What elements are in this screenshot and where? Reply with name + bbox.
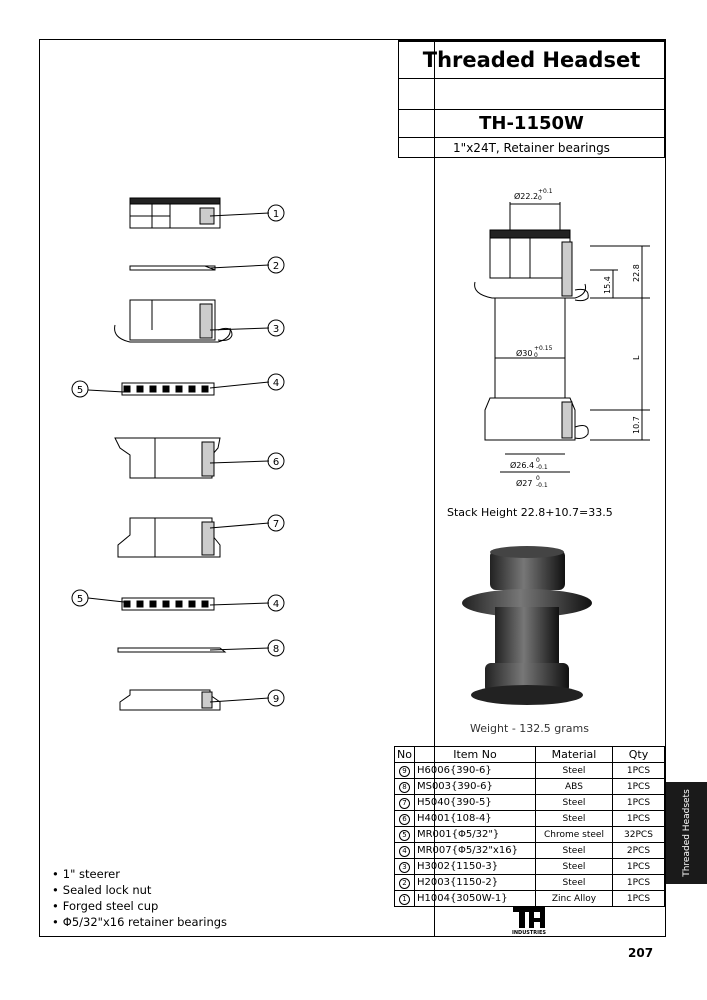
- parts-table: [394, 746, 665, 907]
- dim-cup-outer-tol-lower: -0.1: [536, 482, 548, 489]
- dim-10-7: 10.7: [632, 416, 641, 434]
- title-spacer: [399, 79, 664, 110]
- logo-text: INDUSTRIES: [512, 930, 546, 936]
- model-number: TH-1150W: [399, 110, 664, 138]
- row-number: 7: [399, 798, 410, 809]
- dim-15-4: 15.4: [603, 276, 612, 294]
- product-photo: [455, 545, 600, 715]
- callout-5-bottom: 5: [76, 594, 84, 605]
- dim-top-tol-upper: +0.1: [538, 188, 553, 195]
- material: Zinc Alloy: [535, 891, 612, 907]
- weight-label: Weight - 132.5 grams: [470, 722, 589, 735]
- list-item: • Forged steel cup: [52, 898, 227, 914]
- dim-mid-tol-lower: 0: [534, 352, 538, 359]
- callout-2: 2: [272, 261, 280, 272]
- col-no: No: [395, 747, 415, 763]
- item-no: MR007{Φ5/32"x16}: [414, 843, 535, 859]
- item-no: H2003{1150-2}: [414, 875, 535, 891]
- row-number: 5: [399, 830, 410, 841]
- dim-cup-inner: Ø26.4: [510, 461, 535, 470]
- stack-height: Stack Height 22.8+10.7=33.5: [447, 506, 613, 519]
- callout-1: 1: [272, 209, 280, 220]
- material: Chrome steel: [535, 827, 612, 843]
- list-item: • Φ5/32"x16 retainer bearings: [52, 914, 227, 930]
- qty: 32PCS: [612, 827, 664, 843]
- item-no: H4001{108-4}: [414, 811, 535, 827]
- row-number: 6: [399, 814, 410, 825]
- item-no: MS003{390-6}: [414, 779, 535, 795]
- dim-22-8: 22.8: [632, 264, 641, 282]
- item-no: H3002{1150-3}: [414, 859, 535, 875]
- row-number: 9: [399, 766, 410, 777]
- assembly-section-drawing: [450, 182, 665, 497]
- page-number: 207: [628, 946, 654, 960]
- row-number: 8: [399, 782, 410, 793]
- exploded-view-drawing: [60, 180, 300, 725]
- qty: 2PCS: [612, 843, 664, 859]
- company-logo: [509, 904, 549, 936]
- part-8-seal: [118, 648, 225, 652]
- part-4-bearing-retainer-bottom: [122, 598, 214, 610]
- material: Steel: [535, 859, 612, 875]
- part-6-upper-cup: [115, 438, 220, 478]
- item-no: H5040{390-5}: [414, 795, 535, 811]
- material: Steel: [535, 795, 612, 811]
- table-row: [395, 779, 665, 795]
- material: Steel: [535, 811, 612, 827]
- callout-8: 8: [272, 644, 280, 655]
- part-7-crown-cup: [118, 518, 220, 557]
- qty: 1PCS: [612, 779, 664, 795]
- part-4-bearing-retainer-top: [122, 383, 214, 395]
- qty: 1PCS: [612, 875, 664, 891]
- col-item-no: Item No: [414, 747, 535, 763]
- row-number: 2: [399, 878, 410, 889]
- list-item: • 1" steerer: [52, 866, 227, 882]
- material: ABS: [535, 779, 612, 795]
- callout-3: 3: [272, 324, 280, 335]
- section-tab: [666, 782, 707, 884]
- dim-mid-diameter: Ø30: [516, 349, 533, 358]
- product-title: Threaded Headset: [399, 42, 664, 79]
- row-number: 1: [399, 894, 410, 905]
- dim-top-diameter: Ø22.2: [514, 192, 539, 201]
- title-block: [398, 40, 665, 158]
- item-no: H1004{3050W-1}: [414, 891, 535, 907]
- material: Steel: [535, 843, 612, 859]
- dim-mid-tol-upper: +0.15: [534, 345, 553, 352]
- dim-cup-outer: Ø27: [516, 479, 533, 488]
- qty: 1PCS: [612, 859, 664, 875]
- callout-4-top: 4: [272, 378, 280, 389]
- part-9-crown-race: [120, 690, 220, 710]
- callout-6: 6: [272, 457, 280, 468]
- product-subtitle: 1"x24T, Retainer bearings: [453, 141, 610, 155]
- qty: 1PCS: [612, 795, 664, 811]
- section-tab-label: Threaded Headsets: [681, 789, 692, 877]
- callout-7: 7: [272, 519, 280, 530]
- table-row: [395, 811, 665, 827]
- feature-list: [52, 866, 227, 930]
- qty: 1PCS: [612, 811, 664, 827]
- dim-cup-inner-tol-lower: -0.1: [536, 464, 548, 471]
- table-row: [395, 875, 665, 891]
- col-material: Material: [535, 747, 612, 763]
- qty: 1PCS: [612, 763, 664, 779]
- list-item: • Sealed lock nut: [52, 882, 227, 898]
- part-2-washer: [130, 266, 215, 270]
- parts-table-header: [395, 747, 665, 763]
- col-qty: Qty: [612, 747, 664, 763]
- item-no: H6006{390-6}: [414, 763, 535, 779]
- callout-9: 9: [272, 694, 280, 705]
- table-row: [395, 843, 665, 859]
- dim-length: L: [632, 355, 641, 360]
- qty: 1PCS: [612, 891, 664, 907]
- material: Steel: [535, 875, 612, 891]
- dim-cup-inner-tol-upper: 0: [536, 457, 540, 464]
- table-row: [395, 827, 665, 843]
- part-1-lock-nut: [130, 198, 220, 228]
- part-3-top-race: [115, 300, 232, 342]
- item-no: MR001{Φ5/32"}: [414, 827, 535, 843]
- dim-cup-outer-tol-upper: 0: [536, 475, 540, 482]
- table-row: [395, 795, 665, 811]
- row-number: 4: [399, 846, 410, 857]
- dim-top-tol-lower: 0: [538, 195, 542, 202]
- table-row: [395, 763, 665, 779]
- row-number: 3: [399, 862, 410, 873]
- material: Steel: [535, 763, 612, 779]
- table-row: [395, 859, 665, 875]
- callout-4-bottom: 4: [272, 599, 280, 610]
- callout-5-top: 5: [76, 385, 84, 396]
